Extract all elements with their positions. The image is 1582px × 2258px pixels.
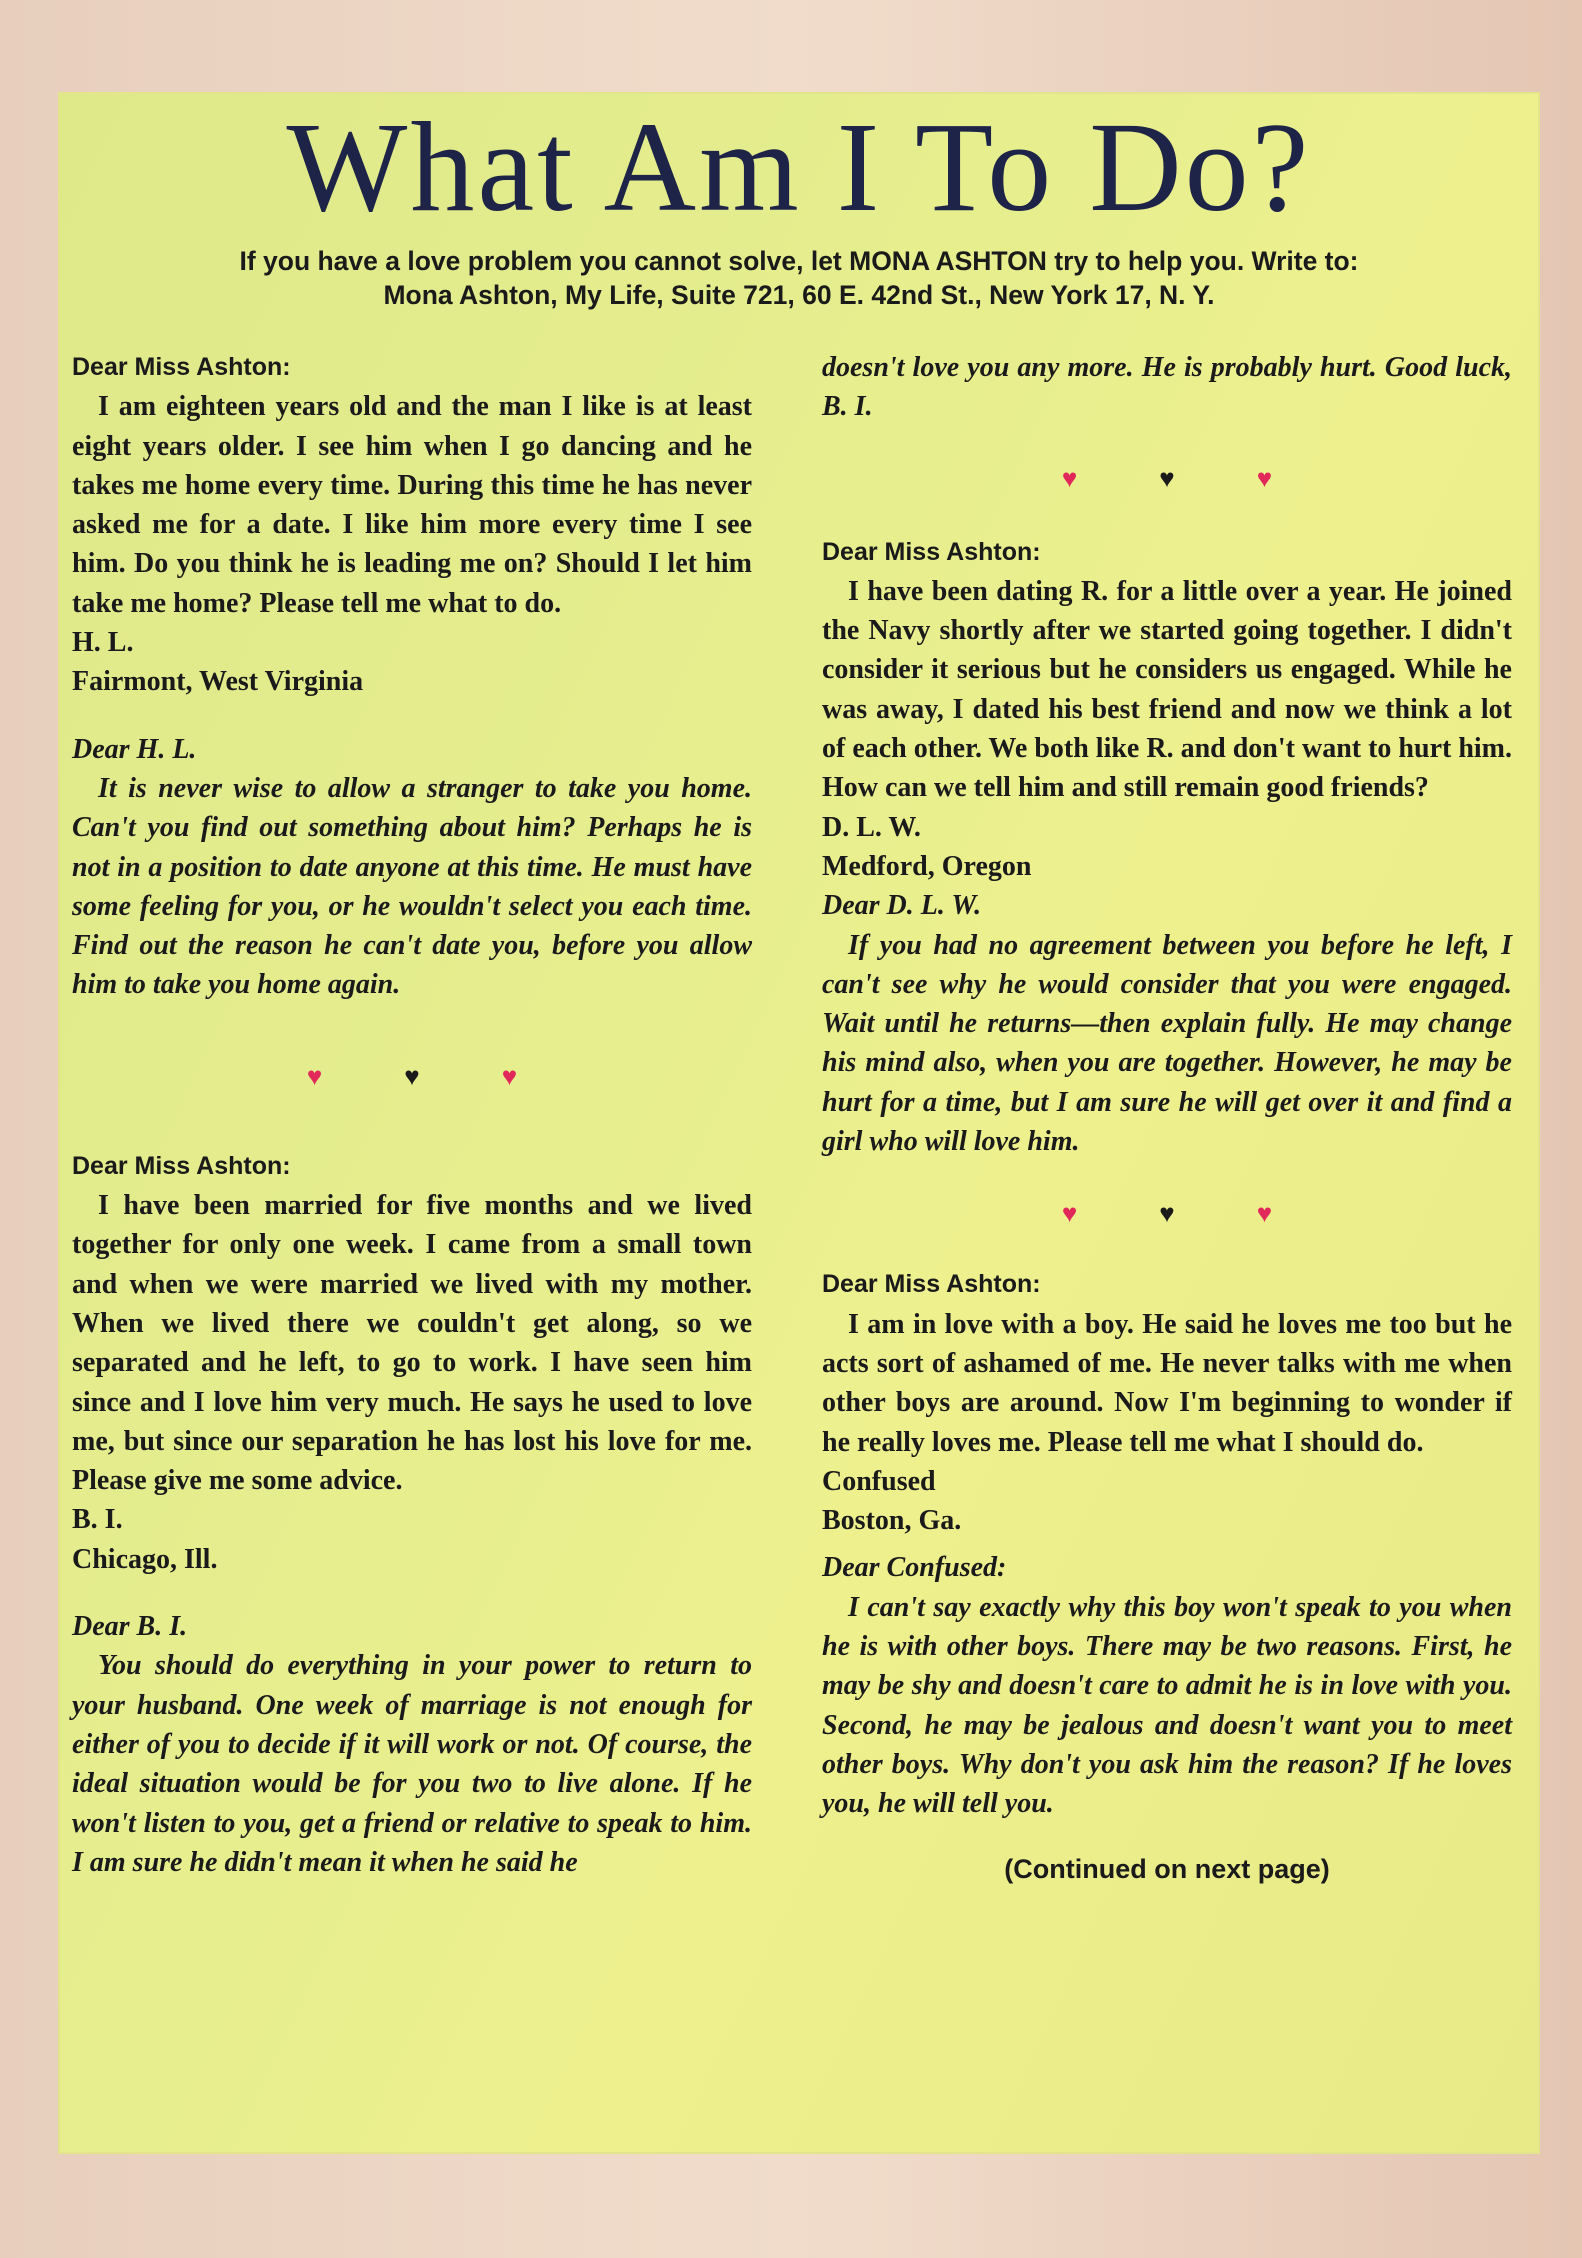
heart-divider xyxy=(822,1183,1512,1243)
letter-3-body: I have been dating R. for a little over a year. He joined the Navy shortly after we started going together. I didn't consider it serious but he considers us engaged. While he was away, I dated his best friend and now we think a lot of each other. We both like R. and don't want to hurt him. How can we tell him and still remain good friends? xyxy=(822,575,1512,804)
heart-icon: ♥ xyxy=(1061,463,1078,493)
letter-2-location: Chicago, Ill. xyxy=(72,1543,218,1575)
heart-icon: ♥ xyxy=(501,1062,518,1092)
reply-3-salutation: Dear D. L. W. xyxy=(822,890,982,922)
letter-4-salutation: Dear Miss Ashton: xyxy=(822,1270,1041,1299)
heart-icon: ♥ xyxy=(1159,463,1175,493)
reply-4-body: I can't say exactly why this boy won't speak to you when he is with other boys. There may be two reasons. First, he may be shy and doesn't care to admit he is in love with you. Second, he may be jealous and doesn't want you to meet other boys. Why don't you ask him the reason? If he loves you, he will tell you. xyxy=(822,1591,1512,1820)
letter-2-initials: B. I. xyxy=(72,1504,123,1536)
letter-1-salutation: Dear Miss Ashton: xyxy=(72,353,291,381)
letter-1-location: Fairmont, West Virginia xyxy=(72,666,364,698)
heart-divider xyxy=(822,449,1512,509)
intro-line-1: If you have a love problem you cannot solve, let MONA ASHTON try to help you. Write to: xyxy=(239,246,1359,276)
heart-icon: ♥ xyxy=(306,1062,323,1092)
letter-1-body: I am eighteen years old and the man I like is at least eight years older. I see him when I go dancing and he takes me home every time. During this time he has never asked me for a date. I like him more every time I see him. Do you think he is leading me on? Should I let him take me home? Please tell me what to do. xyxy=(72,391,752,619)
letter-2-salutation: Dear Miss Ashton: xyxy=(72,1151,291,1180)
reply-3-body: If you had no agreement between you before he left, I can't see why he would consider that you were engaged. Wait until he returns—then explain fully. He may change his mind also, when you are together. However, he may be hurt for a time, but I am sure he will get over it and find a girl who will love him. xyxy=(822,929,1512,1158)
intro-line-2: Mona Ashton, My Life, Suite 721, 60 E. 42nd St., New York 17, N. Y. xyxy=(383,280,1215,310)
letter-2-body: I have been married for five months and we lived together for only one week. I came from a small town and when we were married we lived with my mother. When we lived there we couldn't get along, so we separated and he left, to go to work. I have seen him since and I love him very much. He says he used to love me, but since our separation he has lost his love for me. Please give me some advice. xyxy=(72,1190,752,1497)
left-column xyxy=(72,348,752,1882)
letter-4-body: I am in love with a boy. He said he loves me too but he acts sort of ashamed of me. He never talks with me when other boys are around. Now I'm beginning to wonder if he really loves me. Please tell me what I should do. xyxy=(822,1308,1512,1458)
letter-1-initials: H. L. xyxy=(72,627,134,659)
reply-2-salutation: Dear B. I. xyxy=(72,1611,188,1643)
heart-icon: ♥ xyxy=(1159,1198,1175,1228)
reply-2-body-part-1: You should do everything in your power to return to your husband. One week of marriage is not enough for either of you to decide if it will work or not. Of course, the ideal situation would be for you two to live alone. If he won't listen to you, get a friend or relative to speak to him. I am sure he didn't mean it when he said he xyxy=(72,1650,752,1878)
heart-icon: ♥ xyxy=(404,1062,420,1092)
heart-icon: ♥ xyxy=(1256,463,1273,493)
letter-4-initials: Confused xyxy=(822,1465,936,1497)
reply-2-body-part-2: doesn't love you any more. He is probably hurt. Good luck, B. I. xyxy=(822,352,1512,423)
right-column xyxy=(822,348,1512,1889)
reply-1-salutation: Dear H. L. xyxy=(72,733,197,765)
letter-4-location: Boston, Ga. xyxy=(822,1505,962,1537)
continued-note: (Continued on next page) xyxy=(1004,1853,1330,1884)
letter-3-salutation: Dear Miss Ashton: xyxy=(822,537,1041,566)
letter-3-location: Medford, Oregon xyxy=(822,850,1032,882)
reply-4-salutation: Dear Confused: xyxy=(822,1552,1007,1584)
reply-1-body: It is never wise to allow a stranger to take you home. Can't you find out something about him? Perhaps he is not in a position to date anyone at this time. He must have some feeling for you, or he wouldn't select you each time. Find out the reason he can't date you, before you allow him to take you home again. xyxy=(72,772,752,1001)
heart-icon: ♥ xyxy=(1256,1198,1273,1228)
intro-text xyxy=(58,244,1540,312)
heart-icon: ♥ xyxy=(1061,1198,1078,1228)
heart-divider xyxy=(72,1047,752,1107)
letter-3-initials: D. L. W. xyxy=(822,811,921,843)
column-title: What Am I To Do? xyxy=(286,96,1312,238)
